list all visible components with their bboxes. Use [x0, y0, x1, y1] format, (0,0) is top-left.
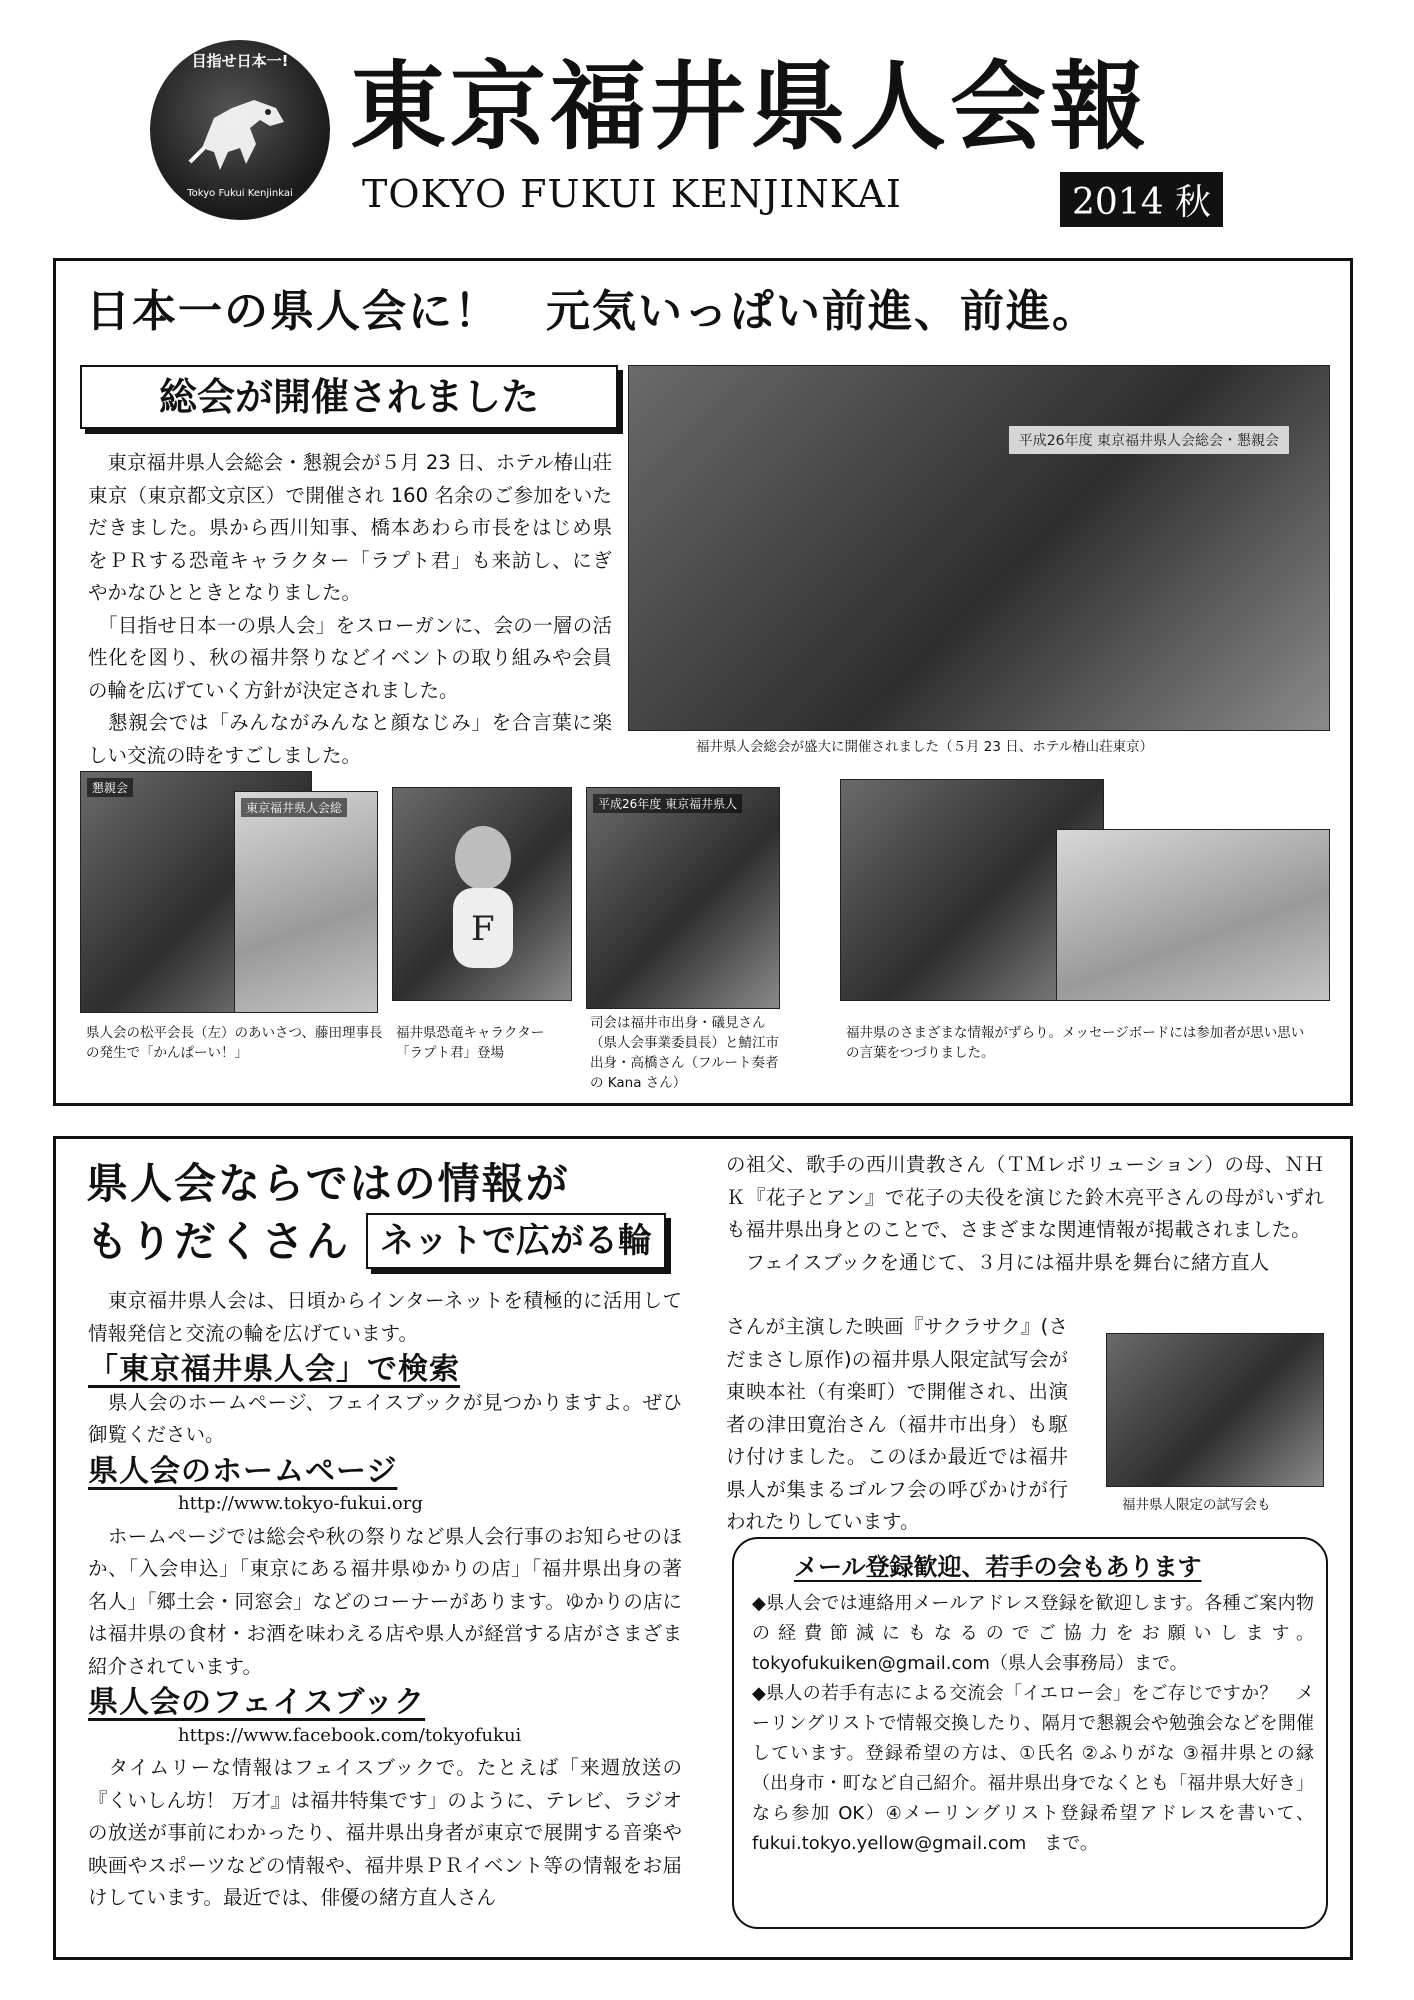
- mail-box-item-1: ◆県人会では連絡用メールアドレス登録を歓迎します。各種ご案内物の経費節減にもなるのでご協力をお願いします。tokyofukuiken@gmail.com（県人会事務局）まで。: [752, 1593, 1314, 1674]
- section2-intro: 東京福井県人会は、日頃からインターネットを積極的に活用して情報発信と交流の輪を広げています。: [88, 1289, 682, 1345]
- section2-boxed-heading: ネットで広がる輪: [366, 1213, 666, 1269]
- screening-photo: [1106, 1333, 1324, 1487]
- mascot-icon: [433, 818, 533, 988]
- section1-boxed-heading: 総会が開催されました: [80, 365, 618, 429]
- stage-photo: [234, 791, 378, 1013]
- message-board-photo: [1056, 829, 1330, 1001]
- logo: [150, 40, 330, 220]
- screening-caption: 福井県人限定の試写会も: [1122, 1497, 1271, 1513]
- section1-headline: 日本一の県人会に！ 元気いっぱい前進、前進。: [86, 286, 1098, 337]
- issue-badge: 2014 秋: [1060, 172, 1223, 227]
- photo-label: 平成26年度 東京福井県人: [593, 794, 742, 813]
- facebook-text: タイムリーな情報はフェイスブックで。たとえば「来週放送の『くいしん坊！ 万才』は福井特集です」のように、テレビ、ラジオの放送が事前にわかったり、福井県出身者が東京で展開する音楽や映画やスポーツなどの情報や、福井県ＰＲイベント等の情報をお届けしています。最近では、俳優の緒方直人さん: [88, 1756, 682, 1909]
- masthead: [0, 0, 1414, 250]
- emcee-photo: [586, 787, 780, 1009]
- homepage-url[interactable]: http://www.tokyo-fukui.org: [178, 1493, 423, 1514]
- photo-caption-emcee: 司会は福井市出身・礒見さん（県人会事業委員長）と鯖江市出身・高橋さん（フルート奏者の Kana さん）: [590, 1015, 779, 1091]
- section2-left-column: [88, 1285, 682, 1915]
- photo-label: 懇親会: [87, 778, 133, 797]
- right-column-text-1: の祖父、歌手の西川貴教さん（ＴＭレボリューション）の母、ＮＨＫ『花子とアン』で花子の夫役を演じた鈴木亮平さんの母がいずれも福井県出身とのことで、さまざまな関連情報が掲載されました。: [726, 1153, 1324, 1241]
- right-column-text-3: さんが主演した映画『サクラサク』(さだまさし原作)の福井県人限定試写会が東映本社（有楽町）で開催され、出演者の津田寛治さん（福井市出身）も駆け付けました。このほか最近では福井県人が集まるゴルフ会の呼びかけが行われたりしています。: [726, 1315, 1068, 1533]
- photo-caption-chairman: 県人会の松平会長（左）のあいさつ、藤田理事長の発生で「かんぱーい！」: [86, 1025, 383, 1061]
- newsletter-subtitle: TOKYO FUKUI KENJINKAI: [362, 172, 902, 216]
- facebook-url[interactable]: https://www.facebook.com/tokyofukui: [178, 1724, 522, 1746]
- section2-right-text-top: [726, 1149, 1324, 1279]
- homepage-text: ホームページでは総会や秋の祭りなど県人会行事のお知らせのほか、「入会申込」「東京にある福井県ゆかりの店」「福井県出身の著名人」「郷土会・同窓会」などのコーナーがあります。ゆかりの店には福井県の食材・お酒を味わえる店や県人が経営する店がさまざま紹介されています。: [88, 1524, 682, 1678]
- homepage-heading: 県人会のホームページ: [88, 1453, 398, 1489]
- photo-label: 東京福井県人会総: [241, 798, 347, 817]
- section1-paragraph-3: 懇親会では「みんながみんなと顔なじみ」を合言葉に楽しい交流の時をすごしました。: [88, 711, 612, 767]
- main-photo-banner: 平成26年度 東京福井県人会総会・懇親会: [1009, 426, 1289, 454]
- mail-box-body: [752, 1589, 1314, 1859]
- photo-caption-display: 福井県のさまざまな情報がずらり。メッセージボードには参加者が思い思いの言葉をつづりました。: [846, 1025, 1305, 1061]
- section-general-meeting: [53, 258, 1353, 1106]
- right-column-text-2: フェイスブックを通じて、３月には福井県を舞台に緒方直人: [726, 1250, 1270, 1274]
- facebook-heading: 県人会のフェイスブック: [88, 1685, 426, 1720]
- logo-text-bottom: Tokyo Fukui Kenjinkai: [187, 188, 293, 199]
- main-photo-caption: 福井県人会総会が盛大に開催されました（５月 23 日、ホテル椿山荘東京）: [696, 739, 1154, 755]
- newsletter-title: 東京福井県人会報: [350, 51, 1150, 163]
- section2-headline-line1: 県人会ならではの情報が: [86, 1159, 570, 1208]
- section-internet: [53, 1136, 1353, 1960]
- section1-paragraph-1: 東京福井県人会総会・懇親会が５月 23 日、ホテル椿山荘東京（東京都文京区）で開催され 160 名余のご参加をいただきました。県から西川知事、橋本あわら市長をはじめ県をＰＲする恐竜キャラクター「ラプト君」も来訪し、にぎやかなひとときとなりました。: [88, 451, 612, 604]
- search-heading: 「東京福井県人会」で検索: [88, 1352, 460, 1387]
- section1-body: [88, 447, 612, 772]
- photo-caption-mascot: 福井県恐竜キャラクター「ラプト君」登場: [396, 1025, 545, 1061]
- svg-text:F: F: [471, 909, 495, 949]
- dinosaur-skeleton-icon: [184, 78, 296, 182]
- main-meeting-photo: [628, 365, 1330, 731]
- mail-registration-box: [732, 1537, 1328, 1929]
- mail-box-item-2: ◆県人の若手有志による交流会「イエロー会」をご存じですか？ メーリングリストで情報交換したり、隔月で懇親会や勉強会などを開催しています。登録希望の方は、①氏名 ②ふりがな ③福井県との縁（出身市・町など自己紹介。福井県出身でなくとも「福井県大好き」なら参加 OK）④メーリングリスト登録希望アドレスを書いて、fukui.tokyo.yellow@gmail.com まで。: [752, 1683, 1314, 1854]
- mail-box-title: メール登録歓迎、若手の会もあります: [794, 1553, 1202, 1581]
- search-text: 県人会のホームページ、フェイスブックが見つかりますよ。ぜひ御覧ください。: [88, 1390, 682, 1446]
- rapto-mascot-photo: [392, 787, 572, 1001]
- section1-paragraph-2: 「目指せ日本一の県人会」をスローガンに、会の一層の活性化を図り、秋の福井祭りなどイベントの取り組みや会員の輪を広げていく方針が決定されました。: [88, 613, 612, 702]
- section2-right-text-narrow: [726, 1311, 1068, 1539]
- section2-headline-line2: もりだくさん: [86, 1217, 351, 1266]
- logo-text-top: 目指せ日本一!: [191, 52, 289, 70]
